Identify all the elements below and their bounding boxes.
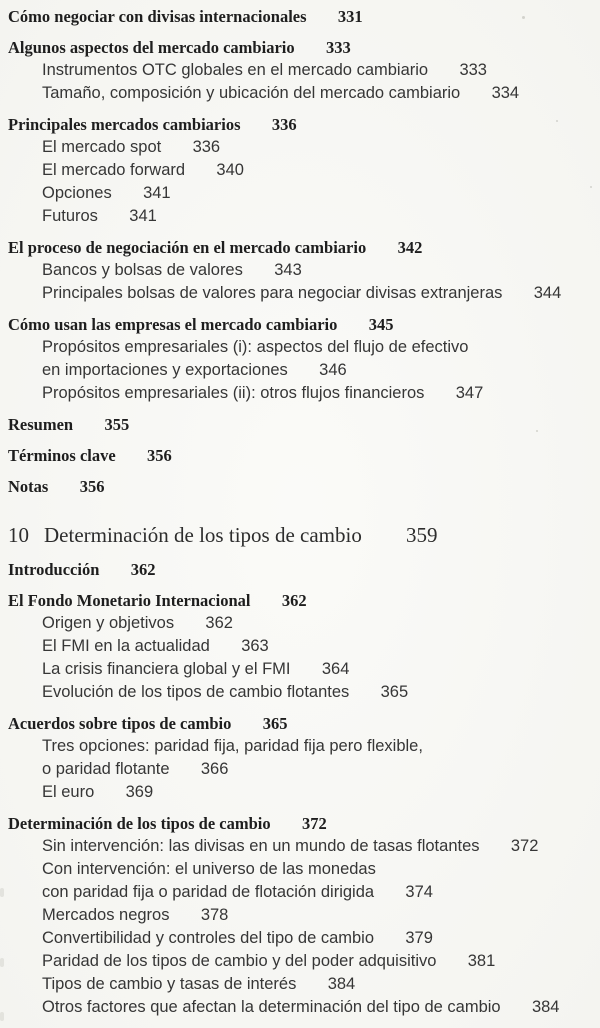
toc-entry-line	[42, 159, 590, 182]
toc-entry-main	[8, 413, 590, 436]
toc-entry-line	[42, 950, 590, 973]
toc-entry-sub	[8, 681, 590, 704]
page-number: 356	[147, 446, 172, 465]
toc-entry-sub	[8, 835, 590, 858]
page-number: 356	[79, 477, 105, 496]
toc-entry-main	[8, 558, 590, 581]
toc-entry-line	[42, 681, 590, 704]
toc-entry-sub	[8, 259, 590, 282]
toc-entry-sub	[8, 781, 590, 804]
toc-entry-line	[8, 520, 590, 550]
page-number: 333	[459, 61, 487, 79]
toc-entry-line	[42, 205, 590, 228]
entry-title: con paridad fija o paridad de flotación dirigida	[42, 883, 375, 901]
entry-title: Propósitos empresariales (ii): otros flujos financieros	[42, 384, 425, 402]
entry-title: Cómo usan las empresas el mercado cambiario	[8, 315, 338, 334]
entry-title: El Fondo Monetario Internacional	[8, 591, 251, 610]
chapter-number: 10	[8, 523, 29, 547]
scan-edge-mark	[0, 1012, 4, 1021]
entry-title: Términos clave	[8, 446, 116, 465]
entry-title: Mercados negros	[42, 906, 170, 924]
page-number: 378	[200, 906, 229, 924]
page-number: 334	[491, 84, 520, 102]
page-number: 362	[205, 614, 233, 632]
page-number: 340	[216, 161, 244, 179]
toc-entry-line	[42, 996, 590, 1019]
toc-entry-line	[42, 758, 590, 781]
toc-entry-main	[8, 444, 590, 467]
page-number: 347	[455, 384, 484, 402]
page-number: 362	[130, 560, 156, 579]
toc-entry-sub	[8, 59, 590, 82]
page-number: 336	[271, 115, 297, 134]
entry-title: Introducción	[8, 560, 100, 579]
page-number: 344	[533, 284, 562, 302]
toc-entry-sub	[8, 382, 590, 405]
entry-title: Principales bolsas de valores para negociar divisas extranjeras	[42, 284, 503, 302]
toc-entry-line	[8, 444, 590, 467]
toc-entry-line	[42, 359, 590, 382]
toc-entry-main	[8, 36, 590, 59]
toc-entry-line	[42, 735, 590, 758]
toc-entry-line	[42, 858, 590, 881]
toc-entry-sub	[8, 82, 590, 105]
page-number: 369	[125, 783, 154, 801]
toc-entry-line	[8, 712, 590, 735]
toc-entry-line	[42, 282, 590, 305]
toc-entry-sub	[8, 205, 590, 228]
entry-title: Resumen	[8, 415, 74, 434]
toc-entry-sub	[8, 612, 590, 635]
entry-title: Determinación de los tipos de cambio	[8, 814, 271, 833]
page-number: 381	[467, 952, 496, 970]
toc-entry-main	[8, 475, 590, 498]
page-number: 366	[200, 760, 229, 778]
toc-entry-main	[8, 113, 590, 136]
scan-edge-mark	[0, 958, 4, 967]
entry-title: Origen y objetivos	[42, 614, 175, 632]
page-number: 346	[319, 361, 347, 379]
toc-chapter-heading	[8, 520, 590, 550]
toc-entry-sub	[8, 336, 590, 382]
page-number: 345	[368, 315, 394, 334]
toc-entry-line	[42, 835, 590, 858]
toc-entry-main	[8, 5, 590, 28]
page-number: 359	[405, 523, 438, 547]
toc-entry-sub	[8, 973, 590, 996]
entry-title: Tres opciones: paridad fija, paridad fija pero flexible,	[42, 737, 423, 755]
entry-title: Tipos de cambio y tasas de interés	[42, 975, 297, 993]
toc-entry-line	[42, 382, 590, 405]
entry-title: Otros factores que afectan la determinación del tipo de cambio	[42, 998, 501, 1016]
toc-entry-sub	[8, 858, 590, 904]
toc-entry-line	[42, 59, 590, 82]
toc-entry-line	[42, 881, 590, 904]
toc-entry-line	[42, 973, 590, 996]
toc-entry-line	[42, 82, 590, 105]
entry-title: Opciones	[42, 184, 112, 202]
page-number: 363	[241, 637, 269, 655]
page-number: 355	[104, 415, 130, 434]
page-number: 379	[405, 929, 433, 947]
entry-title: Sin intervención: las divisas en un mundo de tasas flotantes	[42, 837, 480, 855]
page-number: 384	[531, 998, 560, 1016]
scan-edge-mark	[0, 888, 4, 897]
entry-title: Tamaño, composición y ubicación del mercado cambiario	[42, 84, 461, 102]
toc-entry-line	[8, 36, 590, 59]
toc-entry-line	[42, 904, 590, 927]
toc-entry-sub	[8, 996, 590, 1019]
toc-entry-line	[8, 558, 590, 581]
toc-entry-line	[42, 612, 590, 635]
toc-entry-line	[42, 182, 590, 205]
page-number: 341	[143, 184, 171, 202]
toc-entry-sub	[8, 282, 590, 305]
toc-entry-line	[42, 259, 590, 282]
entry-title: Principales mercados cambiarios	[8, 115, 241, 134]
page-number: 372	[510, 837, 539, 855]
toc-entry-sub	[8, 159, 590, 182]
toc-entry-line	[42, 136, 590, 159]
toc-entry-line	[42, 635, 590, 658]
entry-title: Propósitos empresariales (i): aspectos del flujo de efectivo	[42, 338, 469, 356]
toc-entry-sub	[8, 182, 590, 205]
toc-entry-sub	[8, 904, 590, 927]
entry-title: Cómo negociar con divisas internacionales	[8, 7, 307, 26]
entry-title: El mercado spot	[42, 138, 162, 156]
entry-title: Acuerdos sobre tipos de cambio	[8, 714, 232, 733]
page-number: 364	[321, 660, 350, 678]
toc-entry-main	[8, 313, 590, 336]
entry-title: Notas	[8, 477, 49, 496]
toc-entry-line	[8, 313, 590, 336]
toc-entry-line	[8, 113, 590, 136]
entry-title: Instrumentos OTC globales en el mercado cambiario	[42, 61, 429, 79]
page-number: 333	[325, 38, 351, 57]
page-number: 331	[337, 7, 363, 26]
entry-title: El euro	[42, 783, 95, 801]
toc-entry-sub	[8, 950, 590, 973]
entry-title: Determinación de los tipos de cambio	[44, 523, 362, 547]
toc-entry-line	[42, 336, 590, 359]
toc-entry-line	[8, 413, 590, 436]
page-number: 362	[281, 591, 307, 610]
toc-entry-line	[8, 236, 590, 259]
entry-title: Algunos aspectos del mercado cambiario	[8, 38, 295, 57]
toc-entry-main	[8, 812, 590, 835]
toc-entry-sub	[8, 635, 590, 658]
toc-entry-sub	[8, 658, 590, 681]
scan-speck	[590, 186, 592, 188]
entry-title: Paridad de los tipos de cambio y del poder adquisitivo	[42, 952, 437, 970]
page-number: 372	[301, 814, 327, 833]
page-number: 374	[405, 883, 433, 901]
page-number: 342	[397, 238, 423, 257]
page-number: 341	[129, 207, 157, 225]
toc-entry-line	[42, 781, 590, 804]
toc-entry-line	[8, 475, 590, 498]
page-number: 343	[274, 261, 302, 279]
entry-title: en importaciones y exportaciones	[42, 361, 288, 379]
toc-entry-main	[8, 589, 590, 612]
toc-entry-line	[8, 5, 590, 28]
toc-entry-main	[8, 236, 590, 259]
page-number: 336	[192, 138, 221, 156]
toc-list	[8, 5, 590, 1019]
page-number: 384	[327, 975, 356, 993]
entry-title: El proceso de negociación en el mercado cambiario	[8, 238, 367, 257]
entry-title: Futuros	[42, 207, 98, 225]
entry-title: o paridad flotante	[42, 760, 170, 778]
toc-entry-line	[42, 927, 590, 950]
toc-entry-line	[8, 812, 590, 835]
toc-entry-line	[8, 589, 590, 612]
page-number: 365	[380, 683, 409, 701]
toc-entry-sub	[8, 927, 590, 950]
toc-entry-main	[8, 712, 590, 735]
entry-title: Evolución de los tipos de cambio flotantes	[42, 683, 350, 701]
toc-entry-sub	[8, 735, 590, 781]
entry-title: La crisis financiera global y el FMI	[42, 660, 291, 678]
toc-entry-line	[42, 658, 590, 681]
entry-title: Convertibilidad y controles del tipo de cambio	[42, 929, 375, 947]
entry-title: Con intervención: el universo de las monedas	[42, 860, 376, 878]
entry-title: Bancos y bolsas de valores	[42, 261, 243, 279]
entry-title: El FMI en la actualidad	[42, 637, 210, 655]
toc-entry-sub	[8, 136, 590, 159]
entry-title: El mercado forward	[42, 161, 186, 179]
page-number: 365	[262, 714, 288, 733]
